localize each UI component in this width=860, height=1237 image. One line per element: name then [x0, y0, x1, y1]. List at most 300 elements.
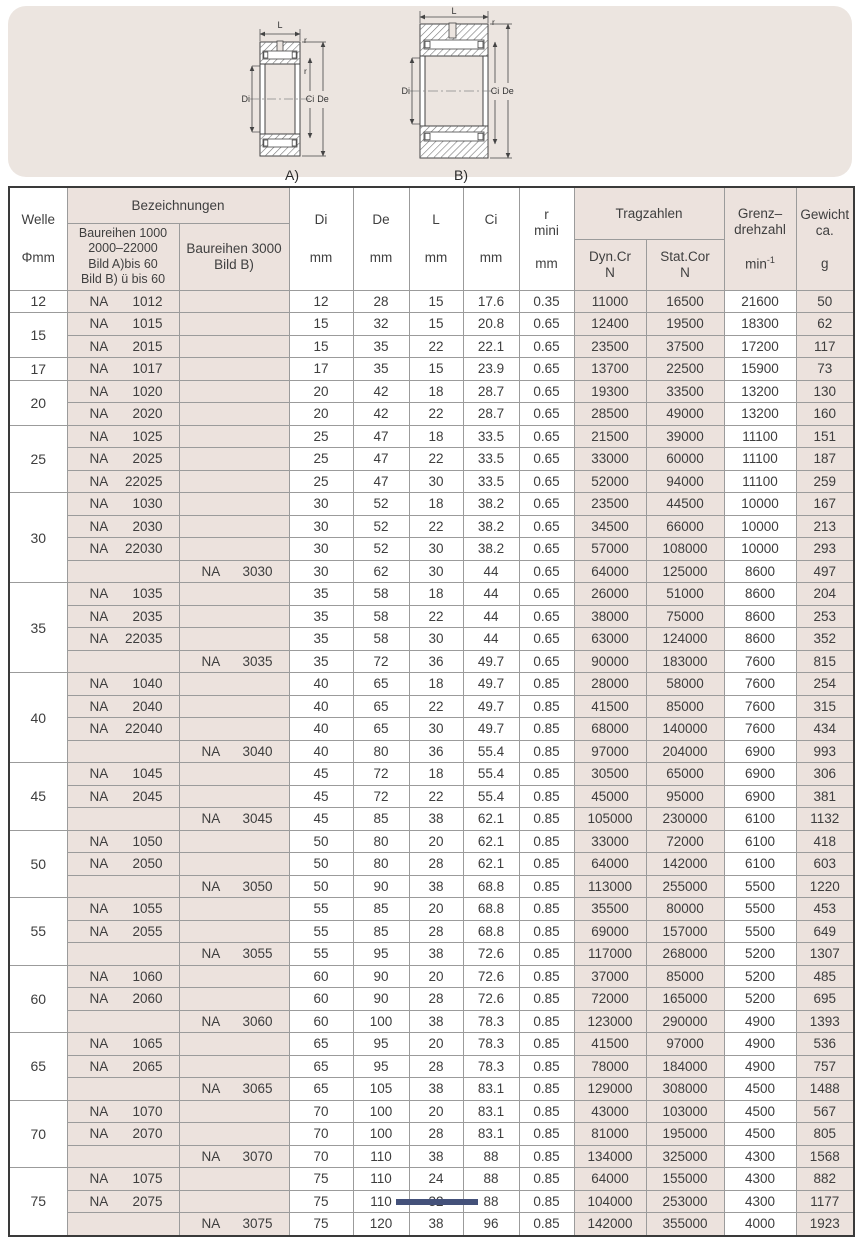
- dyn-cell: 21500: [574, 425, 646, 448]
- table-row: [9, 313, 854, 336]
- series-prefix: NA: [89, 1058, 109, 1074]
- designation: [68, 1168, 179, 1190]
- dyn-cell: 28000: [574, 673, 646, 696]
- stat-cell: 108000: [646, 538, 724, 561]
- dyn-cell: 64000: [574, 560, 646, 583]
- l-cell: 28: [409, 853, 463, 876]
- dyn-cell: 123000: [574, 1010, 646, 1033]
- dyn-cell: 52000: [574, 470, 646, 493]
- series-code: 2060: [132, 991, 163, 1007]
- designation-3000-cell: [179, 875, 289, 898]
- series-prefix: NA: [89, 721, 109, 737]
- series-prefix: NA: [89, 968, 109, 984]
- di-cell: 40: [289, 695, 353, 718]
- r-cell: 0.65: [519, 448, 574, 471]
- series-code: 2030: [132, 518, 163, 534]
- grenz-cell: 6100: [724, 830, 796, 853]
- r-cell: 0.65: [519, 313, 574, 336]
- designation: [68, 336, 179, 358]
- de-cell: 85: [353, 898, 409, 921]
- designation-1000-cell: [67, 853, 179, 876]
- designation-1000-cell: [67, 1145, 179, 1168]
- r-cell: 0.85: [519, 853, 574, 876]
- table-header: [9, 187, 854, 290]
- de-cell: 47: [353, 425, 409, 448]
- stat-cell: 255000: [646, 875, 724, 898]
- dyn-cell: 57000: [574, 538, 646, 561]
- dyn-cell: 13700: [574, 358, 646, 381]
- di-cell: 35: [289, 605, 353, 628]
- stat-cell: 22500: [646, 358, 724, 381]
- ci-cell: 44: [463, 583, 519, 606]
- stat-cell: 97000: [646, 1033, 724, 1056]
- header-grenz-line1: Grenz–: [737, 206, 783, 222]
- series-prefix: NA: [89, 496, 109, 512]
- series-code: 3075: [242, 1216, 273, 1232]
- designation: [68, 673, 179, 695]
- designation: [68, 538, 179, 560]
- dyn-cell: 129000: [574, 1078, 646, 1101]
- series-code: 1055: [132, 901, 163, 917]
- l-cell: 30: [409, 628, 463, 651]
- stat-cell: 157000: [646, 920, 724, 943]
- designation-1000-cell: [67, 1010, 179, 1033]
- series-prefix: NA: [89, 338, 109, 354]
- dim-label-di: Di: [242, 94, 250, 104]
- series-prefix: NA: [89, 608, 109, 624]
- stat-cell: 16500: [646, 290, 724, 313]
- designation-3000-cell: [179, 920, 289, 943]
- g-cell: 50: [796, 290, 854, 313]
- l-cell: 36: [409, 740, 463, 763]
- designation: [180, 1213, 289, 1235]
- g-cell: 151: [796, 425, 854, 448]
- r-cell: 0.85: [519, 1100, 574, 1123]
- series-code: 2035: [132, 608, 163, 624]
- series-code: 3035: [242, 653, 273, 669]
- dyn-cell: 38000: [574, 605, 646, 628]
- designation-1000-cell: [67, 1078, 179, 1101]
- grenz-cell: 7600: [724, 650, 796, 673]
- drawing-b-caption: B): [454, 167, 468, 183]
- designation-1000-cell: [67, 988, 179, 1011]
- series-code: 2015: [132, 338, 163, 354]
- designation-1000-cell: [67, 1033, 179, 1056]
- header-gewicht: [796, 187, 854, 290]
- dyn-cell: 97000: [574, 740, 646, 763]
- designation-3000-cell: [179, 718, 289, 741]
- dim-label-ci: Ci: [490, 86, 500, 96]
- ci-cell: 83.1: [463, 1123, 519, 1146]
- grenz-cell: 10000: [724, 538, 796, 561]
- g-cell: 254: [796, 673, 854, 696]
- designation-1000-cell: [67, 313, 179, 336]
- l-cell: 30: [409, 718, 463, 741]
- r-cell: 0.65: [519, 605, 574, 628]
- dyn-cell: 33000: [574, 448, 646, 471]
- grenz-cell: 4500: [724, 1123, 796, 1146]
- r-cell: 0.85: [519, 943, 574, 966]
- g-cell: 213: [796, 515, 854, 538]
- series-code: 22025: [124, 473, 163, 489]
- series-prefix: NA: [89, 383, 109, 399]
- l-cell: 38: [409, 1145, 463, 1168]
- ci-cell: 17.6: [463, 290, 519, 313]
- de-cell: 100: [353, 1100, 409, 1123]
- dyn-cell: 81000: [574, 1123, 646, 1146]
- header-welle-label: Welle: [21, 212, 55, 228]
- g-cell: 352: [796, 628, 854, 651]
- table-row: [9, 425, 854, 448]
- de-cell: 28: [353, 290, 409, 313]
- g-cell: 993: [796, 740, 854, 763]
- designation-3000-cell: [179, 650, 289, 673]
- series-prefix: NA: [201, 1216, 221, 1232]
- di-cell: 70: [289, 1100, 353, 1123]
- designation: [68, 786, 179, 808]
- series-prefix: NA: [201, 1081, 221, 1097]
- series-code: 1015: [132, 316, 163, 332]
- table-row: [9, 920, 854, 943]
- designation-1000-cell: [67, 1100, 179, 1123]
- di-cell: 70: [289, 1123, 353, 1146]
- de-cell: 110: [353, 1168, 409, 1191]
- series-code: 3060: [242, 1013, 273, 1029]
- designation-3000-cell: [179, 1078, 289, 1101]
- ci-cell: 55.4: [463, 740, 519, 763]
- di-cell: 50: [289, 875, 353, 898]
- designation: [68, 516, 179, 538]
- welle-cell: 15: [9, 313, 67, 358]
- g-cell: 381: [796, 785, 854, 808]
- ci-cell: 20.8: [463, 313, 519, 336]
- header-r-sub: mini: [534, 222, 559, 238]
- stat-cell: 308000: [646, 1078, 724, 1101]
- welle-cell: 20: [9, 380, 67, 425]
- series-prefix: NA: [201, 743, 221, 759]
- series-prefix: NA: [89, 473, 109, 489]
- designation-1000-cell: [67, 830, 179, 853]
- designation-3000-cell: [179, 470, 289, 493]
- l-cell: 24: [409, 1168, 463, 1191]
- de-cell: 65: [353, 673, 409, 696]
- designation-1000-cell: [67, 403, 179, 426]
- designation: [68, 1191, 179, 1213]
- g-cell: 453: [796, 898, 854, 921]
- table-row: [9, 1123, 854, 1146]
- ci-cell: 22.1: [463, 335, 519, 358]
- di-cell: 50: [289, 853, 353, 876]
- stat-cell: 37500: [646, 335, 724, 358]
- g-cell: 695: [796, 988, 854, 1011]
- r-cell: 0.85: [519, 830, 574, 853]
- designation-1000-cell: [67, 875, 179, 898]
- dyn-cell: 34500: [574, 515, 646, 538]
- ci-cell: 72.6: [463, 943, 519, 966]
- l-cell: 30: [409, 560, 463, 583]
- ci-cell: 72.6: [463, 988, 519, 1011]
- grenz-cell: 6900: [724, 740, 796, 763]
- grenz-cell: 11100: [724, 448, 796, 471]
- header-bezeichnungen: Bezeichnungen: [67, 187, 289, 223]
- dim-label-l: L: [451, 6, 457, 16]
- header-l-unit: mm: [424, 250, 448, 266]
- header-r-unit: mm: [535, 255, 558, 271]
- g-cell: 1220: [796, 875, 854, 898]
- g-cell: 882: [796, 1168, 854, 1191]
- designation: [68, 1033, 179, 1055]
- dyn-cell: 37000: [574, 965, 646, 988]
- r-cell: 0.85: [519, 695, 574, 718]
- l-cell: 22: [409, 605, 463, 628]
- dyn-cell: 90000: [574, 650, 646, 673]
- de-cell: 47: [353, 470, 409, 493]
- table-row: [9, 898, 854, 921]
- r-cell: 0.35: [519, 290, 574, 313]
- stat-cell: 58000: [646, 673, 724, 696]
- designation: [68, 291, 179, 313]
- table-row: [9, 380, 854, 403]
- dyn-cell: 63000: [574, 628, 646, 651]
- designation: [180, 1011, 289, 1033]
- dyn-cell: 11000: [574, 290, 646, 313]
- welle-cell: 55: [9, 898, 67, 966]
- grenz-cell: 8600: [724, 605, 796, 628]
- dyn-cell: 23500: [574, 335, 646, 358]
- dyn-cell: 68000: [574, 718, 646, 741]
- l-cell: 28: [409, 988, 463, 1011]
- table-row: [9, 583, 854, 606]
- table-row: [9, 1078, 854, 1101]
- grenz-cell: 21600: [724, 290, 796, 313]
- ci-cell: 78.3: [463, 1055, 519, 1078]
- welle-cell: 40: [9, 673, 67, 763]
- ci-cell: 68.8: [463, 898, 519, 921]
- series-prefix: NA: [89, 991, 109, 1007]
- series-prefix: NA: [201, 653, 221, 669]
- ci-cell: 49.7: [463, 718, 519, 741]
- designation-3000-cell: [179, 763, 289, 786]
- designation-1000-cell: [67, 538, 179, 561]
- l-cell: 15: [409, 358, 463, 381]
- stat-cell: 325000: [646, 1145, 724, 1168]
- series-code: 1030: [132, 496, 163, 512]
- de-cell: 90: [353, 988, 409, 1011]
- de-cell: 110: [353, 1145, 409, 1168]
- dyn-cell: 30500: [574, 763, 646, 786]
- grenz-cell: 6900: [724, 785, 796, 808]
- g-cell: 259: [796, 470, 854, 493]
- designation: [180, 808, 289, 830]
- r-cell: 0.85: [519, 898, 574, 921]
- dyn-cell: 28500: [574, 403, 646, 426]
- g-cell: 485: [796, 965, 854, 988]
- designation: [180, 943, 289, 965]
- series-prefix: NA: [201, 946, 221, 962]
- designation-3000-cell: [179, 808, 289, 831]
- de-cell: 100: [353, 1123, 409, 1146]
- designation-3000-cell: [179, 290, 289, 313]
- g-cell: 536: [796, 1033, 854, 1056]
- table-row: [9, 448, 854, 471]
- l-cell: 22: [409, 785, 463, 808]
- r-cell: 0.85: [519, 718, 574, 741]
- ci-cell: 83.1: [463, 1100, 519, 1123]
- designation-3000-cell: [179, 538, 289, 561]
- designation: [180, 741, 289, 763]
- dyn-cell: 23500: [574, 493, 646, 516]
- grenz-cell: 7600: [724, 718, 796, 741]
- r-cell: 0.85: [519, 1145, 574, 1168]
- g-cell: 160: [796, 403, 854, 426]
- grenz-cell: 10000: [724, 493, 796, 516]
- stat-cell: 204000: [646, 740, 724, 763]
- designation: [68, 966, 179, 988]
- series-prefix: NA: [89, 293, 109, 309]
- header-dyn-cr: Dyn.Cr N: [574, 239, 646, 290]
- di-cell: 75: [289, 1190, 353, 1213]
- series-code: 2020: [132, 406, 163, 422]
- g-cell: 293: [796, 538, 854, 561]
- header-baureihen-3000: Baureihen 3000 Bild B): [179, 223, 289, 290]
- ci-cell: 44: [463, 605, 519, 628]
- di-cell: 25: [289, 425, 353, 448]
- di-cell: 45: [289, 785, 353, 808]
- de-cell: 80: [353, 853, 409, 876]
- ci-cell: 44: [463, 560, 519, 583]
- stat-cell: 85000: [646, 695, 724, 718]
- di-cell: 30: [289, 515, 353, 538]
- ci-cell: 62.1: [463, 830, 519, 853]
- designation: [68, 471, 179, 493]
- grenz-cell: 5200: [724, 965, 796, 988]
- dyn-cell: 117000: [574, 943, 646, 966]
- l-cell: 18: [409, 673, 463, 696]
- grenz-cell: 5500: [724, 898, 796, 921]
- de-cell: 65: [353, 695, 409, 718]
- de-cell: 110: [353, 1190, 409, 1213]
- table-row: [9, 965, 854, 988]
- stat-cell: 253000: [646, 1190, 724, 1213]
- series-prefix: NA: [89, 631, 109, 647]
- designation-3000-cell: [179, 448, 289, 471]
- designation-1000-cell: [67, 673, 179, 696]
- series-prefix: NA: [89, 541, 109, 557]
- de-cell: 90: [353, 965, 409, 988]
- ci-cell: 88: [463, 1145, 519, 1168]
- l-cell: 22: [409, 335, 463, 358]
- designation: [68, 358, 179, 380]
- designation-1000-cell: [67, 515, 179, 538]
- ci-cell: 83.1: [463, 1078, 519, 1101]
- di-cell: 40: [289, 673, 353, 696]
- designation-3000-cell: [179, 493, 289, 516]
- r-cell: 0.85: [519, 673, 574, 696]
- g-cell: 187: [796, 448, 854, 471]
- bearing-drawing-a: [242, 16, 342, 183]
- table-row: [9, 335, 854, 358]
- dyn-cell: 43000: [574, 1100, 646, 1123]
- g-cell: 1568: [796, 1145, 854, 1168]
- header-gewicht-line2: ca.: [815, 222, 834, 238]
- table-row: [9, 988, 854, 1011]
- grenz-cell: 15900: [724, 358, 796, 381]
- series-code: 22030: [124, 541, 163, 557]
- de-cell: 100: [353, 1010, 409, 1033]
- header-r-label: r: [544, 206, 549, 222]
- header-di-unit: mm: [309, 250, 333, 266]
- welle-cell: 75: [9, 1168, 67, 1236]
- di-cell: 65: [289, 1055, 353, 1078]
- header-grenz-line2: drehzahl: [734, 222, 786, 238]
- series-code: 3055: [242, 946, 273, 962]
- di-cell: 55: [289, 943, 353, 966]
- designation-1000-cell: [67, 1055, 179, 1078]
- ci-cell: 44: [463, 628, 519, 651]
- r-cell: 0.85: [519, 763, 574, 786]
- designation-1000-cell: [67, 335, 179, 358]
- g-cell: 1393: [796, 1010, 854, 1033]
- ci-cell: 33.5: [463, 470, 519, 493]
- series-prefix: NA: [89, 923, 109, 939]
- series-code: 2075: [132, 1193, 163, 1209]
- designation-1000-cell: [67, 1190, 179, 1213]
- designation: [68, 831, 179, 853]
- l-cell: 22: [409, 403, 463, 426]
- table-row: [9, 290, 854, 313]
- series-prefix: NA: [89, 698, 109, 714]
- table-row: [9, 560, 854, 583]
- series-code: 2070: [132, 1126, 163, 1142]
- de-cell: 95: [353, 943, 409, 966]
- r-cell: 0.85: [519, 740, 574, 763]
- bearing-cross-section-a-image: [242, 16, 342, 166]
- l-cell: 36: [409, 650, 463, 673]
- g-cell: 204: [796, 583, 854, 606]
- r-cell: 0.85: [519, 988, 574, 1011]
- designation-1000-cell: [67, 448, 179, 471]
- r-cell: 0.65: [519, 403, 574, 426]
- l-cell: 20: [409, 898, 463, 921]
- de-cell: 95: [353, 1055, 409, 1078]
- header-tragzahlen: Tragzahlen: [574, 187, 724, 239]
- r-cell: 0.65: [519, 650, 574, 673]
- g-cell: 306: [796, 763, 854, 786]
- l-cell: 22: [409, 695, 463, 718]
- table-row: [9, 763, 854, 786]
- grenz-cell: 10000: [724, 515, 796, 538]
- designation: [68, 628, 179, 650]
- designation-3000-cell: [179, 853, 289, 876]
- l-cell: 28: [409, 920, 463, 943]
- r-cell: 0.85: [519, 965, 574, 988]
- designation: [68, 988, 179, 1010]
- dyn-cell: 26000: [574, 583, 646, 606]
- series-prefix: NA: [201, 1013, 221, 1029]
- stat-cell: 183000: [646, 650, 724, 673]
- g-cell: 603: [796, 853, 854, 876]
- series-code: 1050: [132, 833, 163, 849]
- designation: [68, 583, 179, 605]
- bearing-cross-section-b-image: [394, 6, 528, 166]
- designation: [68, 313, 179, 335]
- table-row: [9, 875, 854, 898]
- designation-3000-cell: [179, 1033, 289, 1056]
- designation-1000-cell: [67, 898, 179, 921]
- ci-cell: 55.4: [463, 785, 519, 808]
- de-cell: 90: [353, 875, 409, 898]
- series-code: 22040: [124, 721, 163, 737]
